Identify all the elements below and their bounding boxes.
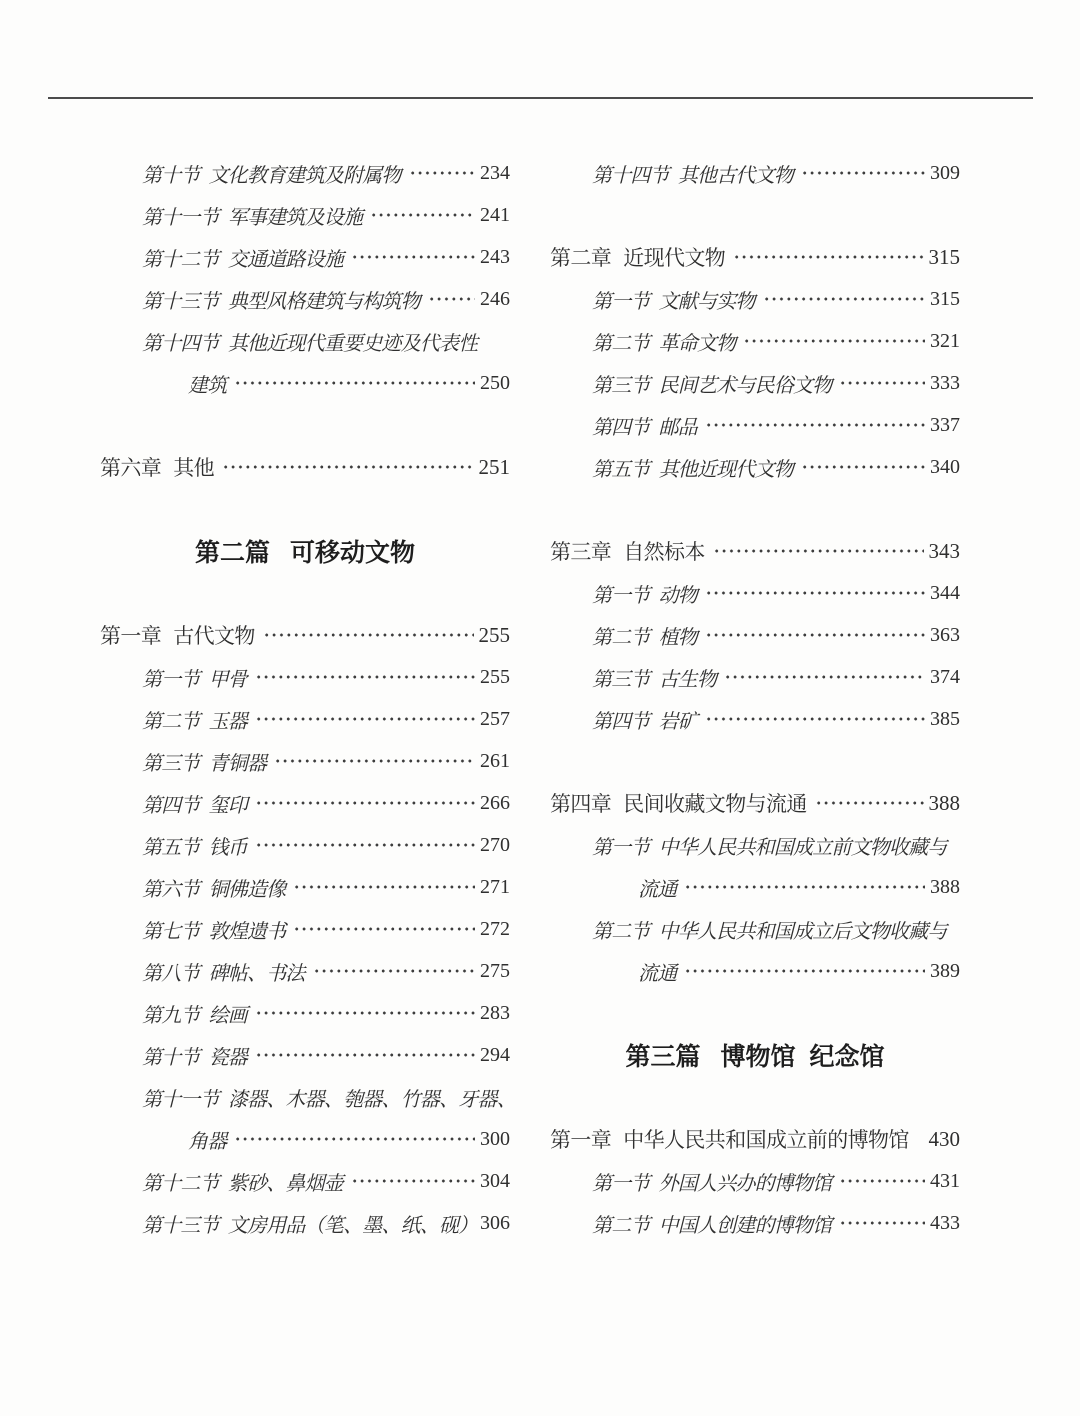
dot-leader bbox=[409, 163, 475, 183]
entry-page-number: 433 bbox=[930, 1211, 960, 1234]
entry-label: 第十一节 bbox=[142, 1088, 219, 1111]
toc-section-entry bbox=[550, 824, 960, 866]
entry-page-number: 275 bbox=[480, 959, 510, 982]
dot-leader bbox=[684, 961, 925, 981]
entry-label: 第五节 bbox=[592, 458, 650, 481]
entry-title: 铜佛造像 bbox=[208, 878, 286, 901]
entry-label: 第十三节 bbox=[142, 1214, 219, 1237]
toc-section-entry bbox=[550, 362, 960, 404]
toc-section-entry bbox=[100, 992, 510, 1034]
dot-leader bbox=[705, 415, 925, 435]
toc-section-entry bbox=[550, 1160, 960, 1202]
entry-title: 其他 bbox=[173, 456, 215, 480]
entry-title: 绘画 bbox=[208, 1004, 248, 1027]
dot-leader bbox=[351, 1171, 475, 1191]
toc-section-entry bbox=[100, 1076, 516, 1118]
entry-page-number: 340 bbox=[930, 455, 960, 478]
entry-title: 古代文物 bbox=[173, 624, 255, 648]
dot-leader bbox=[763, 289, 925, 309]
entry-label: 第八节 bbox=[142, 962, 200, 985]
entry-label: 第十二节 bbox=[142, 1172, 219, 1195]
toc-chapter-entry bbox=[550, 530, 960, 572]
toc-section-entry bbox=[100, 236, 510, 278]
entry-title: 漆器、木器、匏器、竹器、牙器、 bbox=[227, 1088, 516, 1111]
entry-title: 钱币 bbox=[208, 836, 248, 859]
entry-title: 玺印 bbox=[208, 794, 248, 817]
entry-title: 博物馆 纪念馆 bbox=[720, 1043, 885, 1071]
entry-title: 青铜器 bbox=[208, 752, 267, 775]
entry-title: 典型风格建筑与构筑物 bbox=[227, 290, 420, 313]
entry-page-number: 255 bbox=[480, 665, 510, 688]
entry-label: 第二章 bbox=[550, 246, 612, 270]
toc-section-entry bbox=[550, 152, 960, 194]
entry-label: 第十一节 bbox=[142, 206, 219, 229]
entry-page-number: 306 bbox=[480, 1211, 510, 1234]
entry-title: 中华人民共和国成立后文物收藏与 bbox=[658, 920, 947, 943]
entry-title: 文献与实物 bbox=[658, 290, 755, 313]
entry-label: 第四节 bbox=[592, 710, 650, 733]
entry-label: 第六节 bbox=[142, 878, 200, 901]
dot-leader bbox=[801, 163, 925, 183]
toc-section-entry bbox=[550, 614, 960, 656]
toc-chapter-entry bbox=[100, 446, 510, 488]
entry-label: 第二节 bbox=[592, 920, 650, 943]
entry-label: 第四节 bbox=[142, 794, 200, 817]
dot-leader bbox=[684, 877, 925, 897]
toc-section-entry bbox=[100, 950, 510, 992]
toc-section-entry bbox=[100, 194, 510, 236]
entry-page-number: 388 bbox=[928, 790, 960, 815]
toc-section-entry bbox=[100, 656, 510, 698]
toc-column-left bbox=[100, 152, 516, 1244]
dot-leader bbox=[815, 793, 924, 813]
dot-leader bbox=[839, 1213, 925, 1233]
entry-title: 其他古代文物 bbox=[677, 164, 794, 187]
toc-section-entry bbox=[550, 278, 960, 320]
dot-leader bbox=[255, 835, 475, 855]
entry-page-number: 304 bbox=[480, 1169, 510, 1192]
entry-label: 第一章 bbox=[550, 1128, 612, 1152]
entry-page-number: 374 bbox=[930, 665, 960, 688]
entry-page-number: 315 bbox=[928, 244, 960, 269]
entry-label: 第十节 bbox=[142, 164, 200, 187]
entry-label: 第十三节 bbox=[142, 290, 219, 313]
page-top-rule bbox=[48, 97, 1033, 99]
entry-page-number: 261 bbox=[480, 749, 510, 772]
entry-label: 第九节 bbox=[142, 1004, 200, 1027]
toc-section-entry bbox=[100, 1160, 510, 1202]
dot-leader bbox=[255, 793, 475, 813]
toc-section-entry bbox=[550, 572, 960, 614]
entry-label: 第一节 bbox=[592, 836, 650, 859]
entry-title: 紫砂、鼻烟壶 bbox=[227, 1172, 344, 1195]
entry-label: 第十四节 bbox=[142, 332, 219, 355]
entry-title: 敦煌遗书 bbox=[208, 920, 286, 943]
toc-section-entry bbox=[100, 152, 510, 194]
entry-title: 民间收藏文物与流通 bbox=[623, 792, 807, 816]
entry-label: 第五节 bbox=[142, 836, 200, 859]
toc-columns bbox=[100, 152, 960, 1244]
toc-entry-continuation bbox=[100, 1118, 510, 1160]
entry-title: 文房用品（笔、墨、纸、砚） bbox=[227, 1214, 478, 1237]
dot-leader bbox=[370, 205, 475, 225]
dot-leader bbox=[839, 1171, 925, 1191]
dot-leader bbox=[733, 247, 923, 267]
entry-label: 第七节 bbox=[142, 920, 200, 943]
entry-label: 第二篇 bbox=[194, 539, 270, 567]
entry-label: 第三节 bbox=[592, 374, 650, 397]
toc-section-entry bbox=[100, 698, 510, 740]
dot-leader bbox=[255, 709, 475, 729]
toc-part-heading bbox=[100, 530, 510, 572]
entry-label: 第十二节 bbox=[142, 248, 219, 271]
entry-page-number: 363 bbox=[930, 623, 960, 646]
entry-title: 革命文物 bbox=[658, 332, 736, 355]
entry-label: 第二节 bbox=[142, 710, 200, 733]
entry-title: 文化教育建筑及附属物 bbox=[208, 164, 401, 187]
dot-leader bbox=[255, 1045, 475, 1065]
entry-title: 玉器 bbox=[208, 710, 248, 733]
entry-page-number: 246 bbox=[480, 287, 510, 310]
entry-page-number: 270 bbox=[480, 833, 510, 856]
toc-entry-continuation bbox=[100, 362, 510, 404]
entry-title: 中国人创建的博物馆 bbox=[658, 1214, 832, 1237]
toc-section-entry bbox=[550, 404, 960, 446]
entry-label: 第三章 bbox=[550, 540, 612, 564]
entry-page-number: 337 bbox=[930, 413, 960, 436]
entry-title: 建筑 bbox=[188, 374, 227, 397]
entry-page-number: 266 bbox=[480, 791, 510, 814]
entry-page-number: 251 bbox=[478, 454, 510, 479]
entry-title: 古生物 bbox=[658, 668, 717, 691]
toc-column-right bbox=[550, 152, 960, 1244]
dot-leader bbox=[428, 289, 475, 309]
dot-leader bbox=[313, 961, 475, 981]
entry-label: 第一节 bbox=[142, 668, 200, 691]
entry-title: 邮品 bbox=[658, 416, 698, 439]
toc-section-entry bbox=[100, 740, 510, 782]
entry-title: 可移动文物 bbox=[290, 539, 416, 567]
entry-page-number: 431 bbox=[930, 1169, 960, 1192]
entry-page-number: 315 bbox=[930, 287, 960, 310]
entry-label: 第六章 bbox=[100, 456, 162, 480]
toc-section-entry bbox=[100, 866, 510, 908]
entry-title: 动物 bbox=[658, 584, 698, 607]
entry-title: 军事建筑及设施 bbox=[227, 206, 363, 229]
entry-page-number: 243 bbox=[480, 245, 510, 268]
entry-label: 第一节 bbox=[592, 290, 650, 313]
dot-leader bbox=[274, 751, 475, 771]
dot-leader bbox=[222, 457, 473, 477]
toc-entry-continuation bbox=[550, 950, 960, 992]
dot-leader bbox=[255, 667, 475, 687]
entry-title: 流通 bbox=[638, 962, 677, 985]
entry-title: 自然标本 bbox=[623, 540, 705, 564]
toc-section-entry bbox=[550, 1202, 960, 1244]
entry-label: 第一章 bbox=[100, 624, 162, 648]
entry-label: 第四节 bbox=[592, 416, 650, 439]
toc-chapter-entry bbox=[550, 782, 960, 824]
entry-title: 民间艺术与民俗文物 bbox=[658, 374, 832, 397]
entry-page-number: 309 bbox=[930, 161, 960, 184]
toc-section-entry bbox=[100, 908, 510, 950]
entry-page-number: 234 bbox=[480, 161, 510, 184]
entry-label: 第十四节 bbox=[592, 164, 669, 187]
entry-page-number: 241 bbox=[480, 203, 510, 226]
entry-page-number: 283 bbox=[480, 1001, 510, 1024]
entry-label: 第四章 bbox=[550, 792, 612, 816]
toc-section-entry bbox=[100, 278, 510, 320]
dot-leader bbox=[713, 541, 924, 561]
entry-label: 第三节 bbox=[142, 752, 200, 775]
toc-section-entry bbox=[550, 908, 960, 950]
entry-label: 第一节 bbox=[592, 584, 650, 607]
entry-page-number: 388 bbox=[930, 875, 960, 898]
entry-title: 其他近现代重要史迹及代表性 bbox=[227, 332, 478, 355]
dot-leader bbox=[724, 667, 925, 687]
toc-entry-continuation bbox=[550, 866, 960, 908]
dot-leader bbox=[839, 373, 925, 393]
toc-chapter-entry bbox=[100, 614, 510, 656]
entry-label: 第十节 bbox=[142, 1046, 200, 1069]
entry-title: 植物 bbox=[658, 626, 698, 649]
entry-page-number: 321 bbox=[930, 329, 960, 352]
dot-leader bbox=[234, 1129, 475, 1149]
dot-leader bbox=[293, 877, 475, 897]
dot-leader bbox=[801, 457, 925, 477]
entry-page-number: 385 bbox=[930, 707, 960, 730]
dot-leader bbox=[255, 1003, 475, 1023]
entry-title: 碑帖、书法 bbox=[208, 962, 305, 985]
entry-page-number: 389 bbox=[930, 959, 960, 982]
toc-section-entry bbox=[100, 1202, 510, 1244]
toc-section-entry bbox=[550, 320, 960, 362]
entry-title: 近现代文物 bbox=[623, 246, 726, 270]
entry-page-number: 294 bbox=[480, 1043, 510, 1066]
entry-label: 第二节 bbox=[592, 626, 650, 649]
entry-title: 中华人民共和国成立前文物收藏与 bbox=[658, 836, 947, 859]
entry-title: 瓷器 bbox=[208, 1046, 248, 1069]
entry-page-number: 271 bbox=[480, 875, 510, 898]
dot-leader bbox=[234, 373, 475, 393]
dot-leader bbox=[705, 709, 925, 729]
toc-part-heading bbox=[550, 1034, 960, 1076]
toc-section-entry bbox=[550, 446, 960, 488]
entry-label: 第二节 bbox=[592, 332, 650, 355]
dot-leader bbox=[743, 331, 925, 351]
dot-leader bbox=[351, 247, 475, 267]
entry-page-number: 430 bbox=[928, 1126, 960, 1151]
toc-section-entry bbox=[550, 656, 960, 698]
toc-chapter-entry bbox=[550, 236, 960, 278]
entry-page-number: 300 bbox=[480, 1127, 510, 1150]
entry-page-number: 344 bbox=[930, 581, 960, 604]
dot-leader bbox=[705, 583, 925, 603]
entry-title: 岩矿 bbox=[658, 710, 698, 733]
entry-label: 第二节 bbox=[592, 1214, 650, 1237]
entry-page-number: 250 bbox=[480, 371, 510, 394]
entry-title: 外国人兴办的博物馆 bbox=[658, 1172, 832, 1195]
dot-leader bbox=[263, 625, 474, 645]
toc-section-entry bbox=[100, 1034, 510, 1076]
entry-label: 第三篇 bbox=[625, 1043, 701, 1071]
toc-section-entry bbox=[100, 320, 510, 362]
entry-title: 角器 bbox=[188, 1130, 227, 1153]
toc-chapter-entry bbox=[550, 1118, 960, 1160]
toc-section-entry bbox=[100, 782, 510, 824]
entry-title: 流通 bbox=[638, 878, 677, 901]
entry-page-number: 257 bbox=[480, 707, 510, 730]
dot-leader bbox=[293, 919, 475, 939]
entry-page-number: 333 bbox=[930, 371, 960, 394]
entry-page-number: 343 bbox=[928, 538, 960, 563]
toc-section-entry bbox=[550, 698, 960, 740]
entry-title: 中华人民共和国成立前的博物馆 bbox=[623, 1128, 909, 1152]
entry-page-number: 255 bbox=[478, 622, 510, 647]
entry-label: 第一节 bbox=[592, 1172, 650, 1195]
entry-page-number: 272 bbox=[480, 917, 510, 940]
entry-title: 交通道路设施 bbox=[227, 248, 344, 271]
entry-title: 其他近现代文物 bbox=[658, 458, 794, 481]
toc-section-entry bbox=[100, 824, 510, 866]
dot-leader bbox=[705, 625, 925, 645]
entry-title: 甲骨 bbox=[208, 668, 248, 691]
entry-label: 第三节 bbox=[592, 668, 650, 691]
